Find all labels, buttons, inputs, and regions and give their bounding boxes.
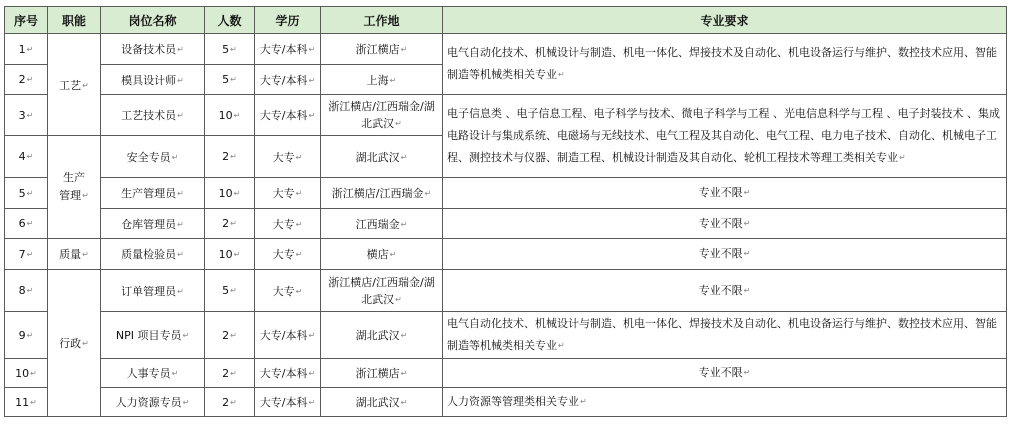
education-cell: 大专↵ <box>255 270 321 312</box>
paragraph-mark-icon: ↵ <box>558 70 565 79</box>
count-cell: 2↵ <box>205 388 255 417</box>
paragraph-mark-icon: ↵ <box>177 286 184 296</box>
paragraph-mark-icon: ↵ <box>26 286 34 295</box>
paragraph-mark-icon: ↵ <box>230 368 237 378</box>
paragraph-mark-icon: ↵ <box>177 250 184 259</box>
paragraph-mark-icon: ↵ <box>743 285 751 295</box>
education-cell: 大专↵ <box>255 178 321 209</box>
function-cell: 行政↵ <box>48 270 101 417</box>
education-cell: 大专/本科↵ <box>255 95 321 136</box>
position-cell: 设备技术员↵ <box>101 34 205 65</box>
paragraph-mark-icon: ↵ <box>743 368 751 377</box>
location-cell: 横店↵ <box>321 239 443 270</box>
paragraph-mark-icon: ↵ <box>308 75 316 85</box>
header-row <box>5 7 1007 34</box>
paragraph-mark-icon: ↵ <box>171 369 179 378</box>
paragraph-mark-icon: ↵ <box>230 330 237 340</box>
education-cell: 大专/本科↵ <box>255 359 321 388</box>
position-cell: NPI 项目专员↵ <box>101 312 205 359</box>
paragraph-mark-icon: ↵ <box>26 152 34 161</box>
paragraph-mark-icon: ↵ <box>177 189 184 198</box>
paragraph-mark-icon: ↵ <box>182 331 190 340</box>
position-cell: 生产管理员↵ <box>101 178 205 209</box>
paragraph-mark-icon: ↵ <box>230 152 237 161</box>
location-cell: 上海↵ <box>321 65 443 95</box>
paragraph-mark-icon: ↵ <box>295 219 303 229</box>
paragraph-mark-icon: ↵ <box>400 398 408 407</box>
seq-cell: 8↵ <box>5 270 48 312</box>
paragraph-mark-icon: ↵ <box>400 219 408 229</box>
paragraph-mark-icon: ↵ <box>171 152 179 162</box>
position-cell: 模具设计师↵ <box>101 65 205 95</box>
table-row <box>5 209 1007 239</box>
paragraph-mark-icon: ↵ <box>400 45 408 54</box>
paragraph-mark-icon: ↵ <box>580 397 587 406</box>
paragraph-mark-icon: ↵ <box>177 45 184 54</box>
seq-cell: 2↵ <box>5 65 48 95</box>
location-cell: 湖北武汉↵ <box>321 312 443 359</box>
function-cell: 工艺↵ <box>48 34 101 136</box>
paragraph-mark-icon: ↵ <box>177 219 184 229</box>
table-row <box>5 34 1007 65</box>
major-cell: 专业不限↵ <box>443 359 1007 388</box>
paragraph-mark-icon: ↵ <box>230 75 237 84</box>
education-cell: 大专↵ <box>255 209 321 239</box>
paragraph-mark-icon: ↵ <box>295 189 303 198</box>
location-cell: 浙江横店↵ <box>321 34 443 65</box>
position-cell: 人事专员↵ <box>101 359 205 388</box>
paragraph-mark-icon: ↵ <box>400 152 408 162</box>
paragraph-mark-icon: ↵ <box>400 331 408 340</box>
paragraph-mark-icon: ↵ <box>82 191 89 200</box>
count-cell: 2↵ <box>205 359 255 388</box>
position-cell: 工艺技术员↵ <box>101 95 205 136</box>
header-location: 工作地 <box>321 7 443 34</box>
position-cell: 仓库管理员↵ <box>101 209 205 239</box>
table-row <box>5 388 1007 417</box>
location-cell: 浙江横店↵ <box>321 359 443 388</box>
function-cell: 质量↵ <box>48 239 101 270</box>
table-row <box>5 178 1007 209</box>
header-seq: 序号 <box>5 7 48 34</box>
education-cell: 大专↵ <box>255 136 321 178</box>
paragraph-mark-icon: ↵ <box>308 398 316 407</box>
position-cell: 安全专员↵ <box>101 136 205 178</box>
paragraph-mark-icon: ↵ <box>82 339 89 348</box>
location-cell: 湖北武汉↵ <box>321 136 443 178</box>
paragraph-mark-icon: ↵ <box>308 111 316 120</box>
count-cell: 2↵ <box>205 209 255 239</box>
location-cell: 浙江横店/江西瑞金↵ <box>321 178 443 209</box>
major-cell: 专业不限↵ <box>443 270 1007 312</box>
paragraph-mark-icon: ↵ <box>233 249 241 259</box>
paragraph-mark-icon: ↵ <box>82 80 89 90</box>
header-function: 职能 <box>48 7 101 34</box>
paragraph-mark-icon: ↵ <box>395 294 402 304</box>
seq-cell: 6↵ <box>5 209 48 239</box>
paragraph-mark-icon: ↵ <box>424 189 432 198</box>
seq-cell: 11↵ <box>5 388 48 417</box>
count-cell: 10↵ <box>205 178 255 209</box>
location-cell: 江西瑞金↵ <box>321 209 443 239</box>
position-cell: 质量检验员↵ <box>101 239 205 270</box>
paragraph-mark-icon: ↵ <box>743 188 751 197</box>
position-cell: 订单管理员↵ <box>101 270 205 312</box>
paragraph-mark-icon: ↵ <box>400 369 408 378</box>
paragraph-mark-icon: ↵ <box>295 152 303 162</box>
location-cell: 浙江横店/江西瑞金/湖北武汉↵ <box>321 270 443 312</box>
paragraph-mark-icon: ↵ <box>26 110 34 120</box>
paragraph-mark-icon: ↵ <box>230 219 237 228</box>
paragraph-mark-icon: ↵ <box>308 45 316 54</box>
paragraph-mark-icon: ↵ <box>30 397 37 407</box>
paragraph-mark-icon: ↵ <box>182 398 190 407</box>
count-cell: 2↵ <box>205 312 255 359</box>
education-cell: 大专↵ <box>255 239 321 270</box>
major-cell: 专业不限↵ <box>443 239 1007 270</box>
paragraph-mark-icon: ↵ <box>295 286 303 296</box>
major-cell: 电子信息类 、电子信息工程、电子科学与技术、微电子科学与工程 、光电信息科学与工程 、电子封装技术 、集成电路设计与集成系统、电磁场与无线技术、电气工程及其自动化、电气工程、电力电子技术、自动化、机械电子工程、测控技术与仪器、制造工程、机械设计制造及其自动化、轮机工程技术等理工类相关专业↵ <box>443 95 1007 178</box>
paragraph-mark-icon: ↵ <box>30 368 37 378</box>
count-cell: 5↵ <box>205 34 255 65</box>
education-cell: 大专/本科↵ <box>255 65 321 95</box>
table-row <box>5 270 1007 312</box>
count-cell: 5↵ <box>205 270 255 312</box>
paragraph-mark-icon: ↵ <box>230 286 237 295</box>
seq-cell: 5↵ <box>5 178 48 209</box>
major-cell: 专业不限↵ <box>443 178 1007 209</box>
header-major: 专业要求 <box>443 7 1007 34</box>
paragraph-mark-icon: ↵ <box>389 75 397 85</box>
paragraph-mark-icon: ↵ <box>177 75 184 85</box>
paragraph-mark-icon: ↵ <box>26 249 34 259</box>
seq-cell: 4↵ <box>5 136 48 178</box>
table-row <box>5 312 1007 359</box>
function-cell: 生产管理↵ <box>48 136 101 239</box>
header-count: 人数 <box>205 7 255 34</box>
location-cell: 湖北武汉↵ <box>321 388 443 417</box>
header-education: 学历 <box>255 7 321 34</box>
paragraph-mark-icon: ↵ <box>82 250 89 259</box>
paragraph-mark-icon: ↵ <box>743 249 751 258</box>
major-cell: 专业不限↵ <box>443 209 1007 239</box>
paragraph-mark-icon: ↵ <box>558 341 565 350</box>
paragraph-mark-icon: ↵ <box>230 397 237 407</box>
count-cell: 5↵ <box>205 65 255 95</box>
seq-cell: 7↵ <box>5 239 48 270</box>
major-cell: 电气自动化技术、机械设计与制造、机电一体化、焊接技术及自动化、机电设备运行与维护、数控技术应用、智能制造等机械类相关专业↵ <box>443 34 1007 95</box>
education-cell: 大专/本科↵ <box>255 34 321 65</box>
location-cell: 浙江横店/江西瑞金/湖北武汉↵ <box>321 95 443 136</box>
major-cell: 电气自动化技术、机械设计与制造、机电一体化、焊接技术及自动化、机电设备运行与维护、数控技术应用、智能制造等机械类相关专业↵ <box>443 312 1007 359</box>
major-cell: 人力资源等管理类相关专业↵ <box>443 388 1007 417</box>
seq-cell: 1↵ <box>5 34 48 65</box>
paragraph-mark-icon: ↵ <box>26 330 34 340</box>
paragraph-mark-icon: ↵ <box>26 75 34 84</box>
education-cell: 大专/本科↵ <box>255 312 321 359</box>
seq-cell: 9↵ <box>5 312 48 359</box>
paragraph-mark-icon: ↵ <box>230 44 237 54</box>
paragraph-mark-icon: ↵ <box>389 250 397 259</box>
paragraph-mark-icon: ↵ <box>233 110 241 120</box>
seq-cell: 3↵ <box>5 95 48 136</box>
paragraph-mark-icon: ↵ <box>177 111 184 120</box>
paragraph-mark-icon: ↵ <box>743 218 751 228</box>
count-cell: 2↵ <box>205 136 255 178</box>
paragraph-mark-icon: ↵ <box>308 331 316 340</box>
position-cell: 人力资源专员↵ <box>101 388 205 417</box>
paragraph-mark-icon: ↵ <box>308 369 316 378</box>
table-row <box>5 95 1007 136</box>
paragraph-mark-icon: ↵ <box>899 153 906 162</box>
paragraph-mark-icon: ↵ <box>26 188 34 198</box>
paragraph-mark-icon: ↵ <box>26 219 34 228</box>
table-row <box>5 239 1007 270</box>
paragraph-mark-icon: ↵ <box>395 119 402 128</box>
paragraph-mark-icon: ↵ <box>295 250 303 259</box>
header-position: 岗位名称 <box>101 7 205 34</box>
paragraph-mark-icon: ↵ <box>233 188 241 198</box>
paragraph-mark-icon: ↵ <box>26 44 34 54</box>
table-row <box>5 359 1007 388</box>
count-cell: 10↵ <box>205 95 255 136</box>
recruitment-table <box>4 6 1007 417</box>
seq-cell: 10↵ <box>5 359 48 388</box>
education-cell: 大专/本科↵ <box>255 388 321 417</box>
count-cell: 10↵ <box>205 239 255 270</box>
